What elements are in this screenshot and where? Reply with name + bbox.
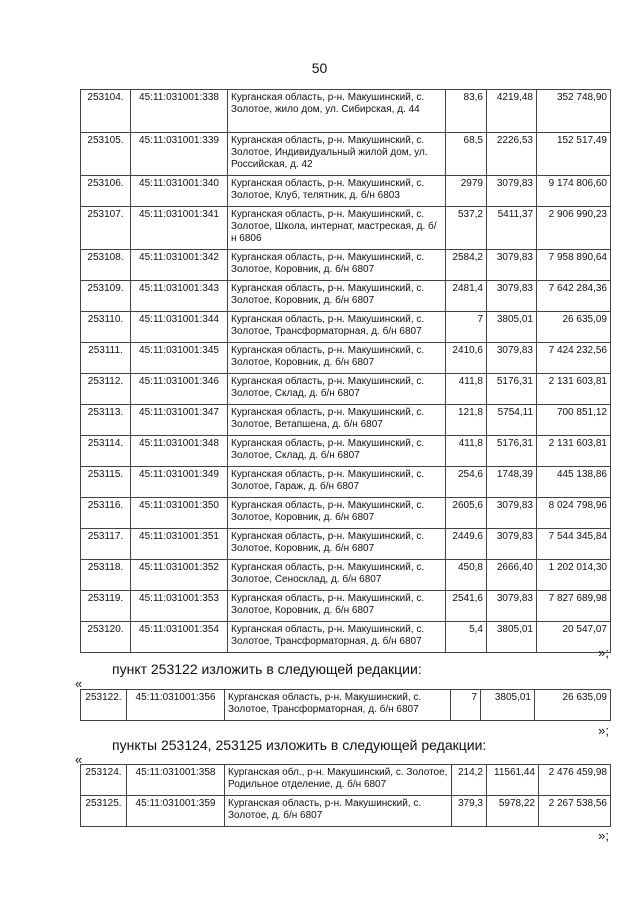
cell-rate: 3079,83 [487, 591, 537, 622]
cell-rate: 3079,83 [487, 498, 537, 529]
cell-cadastral-number: 45:11:031001:354 [131, 622, 228, 653]
cell-address: Курганская область, р-н. Макушинский, с. Золотое, Склад, д. б/н 6807 [228, 436, 446, 467]
cell-area: 2410,6 [446, 343, 487, 374]
cell-rate: 3079,83 [487, 281, 537, 312]
table-row [81, 374, 611, 405]
table-row [81, 176, 611, 207]
cell-number: 253120. [81, 622, 131, 653]
instruction-paragraph-1: пункт 253122 изложить в следующей редакции: [112, 661, 422, 677]
cell-area: 450,8 [446, 560, 487, 591]
cell-cadastral-value: 20 547,07 [537, 622, 611, 653]
cell-address: Курганская область, р-н. Макушинский, с. Золотое, Клуб, телятник, д. б/н 6803 [228, 176, 446, 207]
cell-number: 253112. [81, 374, 131, 405]
cell-area: 68,5 [446, 133, 487, 176]
cell-cadastral-value: 8 024 798,96 [537, 498, 611, 529]
cell-number: 253113. [81, 405, 131, 436]
cell-number: 253104. [81, 90, 131, 133]
cell-address: Курганская область, р-н. Макушинский, с. Золотое, Коровник, д. б/н 6807 [228, 250, 446, 281]
cell-address: Курганская область, р-н. Макушинский, с. Золотое, Гараж, д. б/н 6807 [228, 467, 446, 498]
cell-cadastral-number: 45:11:031001:353 [131, 591, 228, 622]
cell-cadastral-number: 45:11:031001:346 [131, 374, 228, 405]
property-table-253124-253125 [80, 764, 611, 827]
cell-number: 253105. [81, 133, 131, 176]
cell-rate: 3079,83 [487, 250, 537, 281]
cell-number: 253116. [81, 498, 131, 529]
cell-area: 254,6 [446, 467, 487, 498]
cell-area: 411,8 [446, 436, 487, 467]
table-row [81, 343, 611, 374]
page-number: 50 [311, 60, 328, 76]
closing-quote-2: »; [598, 723, 609, 738]
cell-cadastral-value: 445 138,86 [537, 467, 611, 498]
cell-address: Курганская область, р-н. Макушинский, с. Золотое, д. б/н 6807 [225, 796, 452, 827]
cell-cadastral-number: 45:11:031001:343 [131, 281, 228, 312]
cell-area: 2584,2 [446, 250, 487, 281]
cell-cadastral-value: 152 517,49 [537, 133, 611, 176]
cell-cadastral-number: 45:11:031001:338 [131, 90, 228, 133]
cell-area: 5,4 [446, 622, 487, 653]
cell-cadastral-number: 45:11:031001:359 [127, 796, 225, 827]
cell-cadastral-value: 7 958 890,64 [537, 250, 611, 281]
cell-area: 2605,6 [446, 498, 487, 529]
table-row [81, 765, 611, 796]
cell-number: 253108. [81, 250, 131, 281]
cell-cadastral-value: 7 642 284,36 [537, 281, 611, 312]
cell-area: 83,6 [446, 90, 487, 133]
cell-rate: 5176,31 [487, 374, 537, 405]
table-row [81, 690, 611, 721]
property-table-253122-body [81, 690, 611, 721]
cell-number: 253125. [81, 796, 127, 827]
instruction-paragraph-2: пункты 253124, 253125 изложить в следующей редакции: [112, 737, 487, 753]
table-row [81, 133, 611, 176]
cell-rate: 3079,83 [487, 176, 537, 207]
cell-address: Курганская область, р-н. Макушинский, с. Золотое, Коровник, д. б/н 6807 [228, 591, 446, 622]
cell-cadastral-number: 45:11:031001:351 [131, 529, 228, 560]
table-row [81, 90, 611, 133]
cell-rate: 5978,22 [487, 796, 539, 827]
cell-rate: 2226,53 [487, 133, 537, 176]
cell-address: Курганская обл., р-н. Макушинский, с. Золотое, Родильное отделение, д. б/н 6807 [225, 765, 452, 796]
cell-rate: 3805,01 [481, 690, 535, 721]
cell-address: Курганская область, р-н. Макушинский, с. Золотое, Коровник, д. б/н 6807 [228, 281, 446, 312]
property-table-253124-253125-body [81, 765, 611, 827]
cell-address: Курганская область, р-н. Макушинский, с. Золотое, Индивидуальный жилой дом, ул. Российская, д. 42 [228, 133, 446, 176]
cell-number: 253117. [81, 529, 131, 560]
cell-cadastral-value: 2 267 538,56 [539, 796, 611, 827]
cell-cadastral-number: 45:11:031001:347 [131, 405, 228, 436]
opening-quote-1: « [75, 676, 83, 691]
cell-number: 253109. [81, 281, 131, 312]
table-row [81, 250, 611, 281]
cell-cadastral-value: 2 476 459,98 [539, 765, 611, 796]
cell-rate: 2666,40 [487, 560, 537, 591]
cell-cadastral-value: 352 748,90 [537, 90, 611, 133]
cell-address: Курганская область, р-н. Макушинский, с. Золотое, Трансформаторная, д. б/н 6807 [228, 312, 446, 343]
cell-rate: 5176,31 [487, 436, 537, 467]
cell-area: 7 [451, 690, 481, 721]
cell-area: 537,2 [446, 207, 487, 250]
closing-quote-1: »; [598, 645, 609, 660]
cell-number: 253110. [81, 312, 131, 343]
cell-rate: 5754,11 [487, 405, 537, 436]
cell-cadastral-number: 45:11:031001:339 [131, 133, 228, 176]
cell-address: Курганская область, р-н. Макушинский, с. Золотое, Трансформаторная, д. б/н 6807 [228, 622, 446, 653]
cell-cadastral-number: 45:11:031001:350 [131, 498, 228, 529]
cell-area: 411,8 [446, 374, 487, 405]
table-row [81, 312, 611, 343]
cell-number: 253115. [81, 467, 131, 498]
cell-area: 2541,6 [446, 591, 487, 622]
cell-cadastral-value: 2 131 603,81 [537, 374, 611, 405]
cell-rate: 3805,01 [487, 622, 537, 653]
cell-cadastral-number: 45:11:031001:358 [127, 765, 225, 796]
cell-cadastral-number: 45:11:031001:356 [127, 690, 225, 721]
cell-cadastral-number: 45:11:031001:341 [131, 207, 228, 250]
cell-address: Курганская область, р-н. Макушинский, с. Золотое, Школа, интернат, мастреская, д. б/н 6806 [228, 207, 446, 250]
cell-number: 253114. [81, 436, 131, 467]
property-table-main-body [81, 90, 611, 653]
cell-cadastral-value: 1 202 014,30 [537, 560, 611, 591]
cell-cadastral-number: 45:11:031001:342 [131, 250, 228, 281]
cell-cadastral-value: 7 544 345,84 [537, 529, 611, 560]
cell-number: 253119. [81, 591, 131, 622]
cell-area: 379,3 [452, 796, 487, 827]
cell-address: Курганская область, р-н. Макушинский, с. Золотое, Ветапшена, д. б/н 6807 [228, 405, 446, 436]
cell-address: Курганская область, р-н. Макушинский, с. Золотое, Коровник, д. б/н 6807 [228, 529, 446, 560]
cell-number: 253124. [81, 765, 127, 796]
cell-cadastral-number: 45:11:031001:344 [131, 312, 228, 343]
cell-cadastral-number: 45:11:031001:349 [131, 467, 228, 498]
cell-number: 253122. [81, 690, 127, 721]
cell-rate: 3079,83 [487, 529, 537, 560]
cell-cadastral-value: 7 827 689,98 [537, 591, 611, 622]
cell-number: 253106. [81, 176, 131, 207]
property-table-253122 [80, 689, 611, 721]
cell-rate: 3805,01 [487, 312, 537, 343]
table-row [81, 796, 611, 827]
table-row [81, 622, 611, 653]
cell-cadastral-value: 26 635,09 [537, 312, 611, 343]
cell-area: 2449,6 [446, 529, 487, 560]
cell-cadastral-value: 2 131 603,81 [537, 436, 611, 467]
cell-cadastral-value: 700 851,12 [537, 405, 611, 436]
cell-address: Курганская область, р-н. Макушинский, с. Золотое, Склад, д. б/н 6807 [228, 374, 446, 405]
cell-area: 2979 [446, 176, 487, 207]
table-row [81, 560, 611, 591]
cell-cadastral-value: 9 174 806,60 [537, 176, 611, 207]
cell-address: Курганская область, р-н. Макушинский, с. Золотое, Сеносклад, д. б/н 6807 [228, 560, 446, 591]
cell-cadastral-number: 45:11:031001:348 [131, 436, 228, 467]
cell-rate: 5411,37 [487, 207, 537, 250]
opening-quote-2: « [75, 752, 83, 767]
table-row [81, 436, 611, 467]
cell-rate: 3079,83 [487, 343, 537, 374]
cell-cadastral-number: 45:11:031001:345 [131, 343, 228, 374]
cell-rate: 4219,48 [487, 90, 537, 133]
cell-area: 7 [446, 312, 487, 343]
cell-cadastral-number: 45:11:031001:352 [131, 560, 228, 591]
table-row [81, 281, 611, 312]
cell-rate: 1748,39 [487, 467, 537, 498]
cell-address: Курганская область, р-н. Макушинский, с. Золотое, Коровник, д. б/н 6807 [228, 343, 446, 374]
cell-number: 253118. [81, 560, 131, 591]
table-row [81, 207, 611, 250]
table-row [81, 405, 611, 436]
closing-quote-3: »; [598, 828, 609, 843]
cell-number: 253111. [81, 343, 131, 374]
cell-address: Курганская область, р-н. Макушинский, с. Золотое, Трансформаторная, д. б/н 6807 [225, 690, 451, 721]
cell-area: 2481,4 [446, 281, 487, 312]
cell-address: Курганская область, р-н. Макушинский, с. Золотое, жило дом, ул. Сибирская, д. 44 [228, 90, 446, 133]
cell-area: 214,2 [452, 765, 487, 796]
table-row [81, 467, 611, 498]
table-row [81, 498, 611, 529]
cell-address: Курганская область, р-н. Макушинский, с. Золотое, Коровник, д. б/н 6807 [228, 498, 446, 529]
table-row [81, 529, 611, 560]
cell-number: 253107. [81, 207, 131, 250]
cell-cadastral-number: 45:11:031001:340 [131, 176, 228, 207]
cell-area: 121,8 [446, 405, 487, 436]
cell-cadastral-value: 7 424 232,56 [537, 343, 611, 374]
cell-cadastral-value: 26 635,09 [535, 690, 611, 721]
property-table-main [80, 89, 611, 653]
table-row [81, 591, 611, 622]
cell-cadastral-value: 2 906 990,23 [537, 207, 611, 250]
cell-rate: 11561,44 [487, 765, 539, 796]
